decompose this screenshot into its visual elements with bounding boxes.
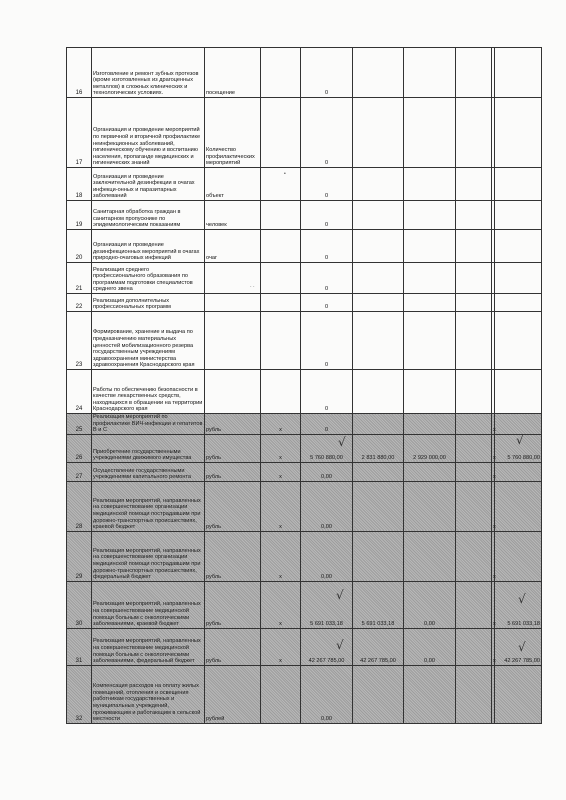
row-unit: объект (205, 168, 261, 201)
row-name: Формирование, хранение и выдача по предназначению материальных ценностей мобилизационного резерва государственным учреждениям здравоохранения министерства здравоохранения Краснодарского края (92, 312, 205, 370)
row-col7 (456, 48, 492, 98)
row-col3 (261, 48, 301, 98)
table-row (67, 201, 542, 230)
row-unit: рубль (205, 481, 261, 531)
row-unit: рубль (205, 628, 261, 665)
row-col6 (404, 294, 456, 312)
row-number: 21 (67, 263, 92, 294)
row-number: 18 (67, 168, 92, 201)
row-col5 (353, 312, 404, 370)
row-number: 26 (67, 434, 92, 462)
row-col3: x (261, 531, 301, 581)
table-row (67, 628, 542, 665)
row-col8: x (492, 481, 495, 531)
row-col7 (456, 98, 492, 168)
row-col5: 42 267 785,00 (353, 628, 404, 665)
report-table (66, 47, 542, 724)
row-unit: рубль (205, 434, 261, 462)
row-col7 (456, 531, 492, 581)
row-col3: x (261, 481, 301, 531)
row-col7 (456, 414, 492, 435)
row-name: Реализация мероприятий по профилактике ВИЧ-инфекции и гепатитов В и С (92, 414, 205, 435)
row-number: 27 (67, 462, 92, 481)
table-row (67, 230, 542, 263)
row-col3: x (261, 628, 301, 665)
table-row (67, 462, 542, 481)
row-col6 (404, 531, 456, 581)
row-col5: 2 831 880,00 (353, 434, 404, 462)
row-col8: x (492, 414, 495, 435)
row-unit (205, 294, 261, 312)
row-col4: 0 (301, 48, 353, 98)
row-col6 (404, 98, 456, 168)
check-mark-icon: √ (336, 638, 344, 652)
row-number: 17 (67, 98, 92, 168)
row-name: Изготовление и ремонт зубных протезов (кроме изготовленных из драгоценных металлов) в сложных клинических и технологических условиях. (92, 48, 205, 98)
row-col5 (353, 201, 404, 230)
row-col3: x (261, 414, 301, 435)
check-mark-icon: √ (336, 588, 344, 602)
row-name: Реализация мероприятий, направленных на совершенствование медицинской помощи больным с онкологическими заболеваниями, краевой бюджет (92, 581, 205, 628)
scan-speck: · · (250, 284, 255, 290)
row-col7 (456, 481, 492, 531)
row-col9 (495, 230, 542, 263)
row-col4: 0,00 (301, 462, 353, 481)
row-col7 (456, 230, 492, 263)
row-col8: x (492, 581, 495, 628)
row-col4: 42 267 785,00 (301, 628, 353, 665)
row-col4: 0 (301, 312, 353, 370)
row-number: 16 (67, 48, 92, 98)
row-number: 30 (67, 581, 92, 628)
row-col3 (261, 98, 301, 168)
row-col4: 0 (301, 230, 353, 263)
table-row (67, 414, 542, 435)
row-col6 (404, 48, 456, 98)
scan-speck: • (284, 171, 286, 177)
row-number: 23 (67, 312, 92, 370)
row-col6: 0,00 (404, 581, 456, 628)
row-name: Реализация мероприятий, направленных на совершенствование организации медицинской помощи пострадавшим при дорожно-транспортных происшествиях, федеральный бюджет (92, 531, 205, 581)
row-col7 (456, 201, 492, 230)
row-col7 (456, 168, 492, 201)
table-row (67, 48, 542, 98)
table-row (67, 168, 542, 201)
row-col9 (495, 312, 542, 370)
row-name: Реализация мероприятий, направленных на совершенствование организации медицинской помощи пострадавшим при дорожно-транспортных происшествиях, краевой бюджет (92, 481, 205, 531)
row-col9 (495, 294, 542, 312)
row-unit: человек (205, 201, 261, 230)
row-col6 (404, 665, 456, 723)
table-row (67, 665, 542, 723)
row-col3: x (261, 581, 301, 628)
row-unit: Количество профилактических мероприятий (205, 98, 261, 168)
row-col4: 0 (301, 263, 353, 294)
row-col6 (404, 462, 456, 481)
row-col4: 5 760 880,00 (301, 434, 353, 462)
row-col7 (456, 434, 492, 462)
row-col9 (495, 48, 542, 98)
row-col5 (353, 98, 404, 168)
row-number: 25 (67, 414, 92, 435)
row-col3 (261, 665, 301, 723)
row-unit: рубль (205, 462, 261, 481)
check-mark-icon: √ (518, 640, 526, 654)
row-col5 (353, 481, 404, 531)
row-number: 22 (67, 294, 92, 312)
row-col4: 0 (301, 168, 353, 201)
row-col4: 0 (301, 294, 353, 312)
row-col3 (261, 263, 301, 294)
row-name: Приобретение государственными учреждениями движимого имущества (92, 434, 205, 462)
row-unit (205, 370, 261, 414)
row-name: Организация и проведение мероприятий по первичной и вторичной профилактике неинфекционных заболеваний, гигиеническому обучению и воспитанию населения, пропаганде медицинских и гигиенических знаний (92, 98, 205, 168)
row-name: Реализация мероприятий, направленных на совершенствование медицинской помощи больным с онкологическими заболеваниями, федеральный бюджет (92, 628, 205, 665)
row-name: Организация и проведение заключительной дезинфекции в очагах инфекци-онных и паразитарных заболеваний (92, 168, 205, 201)
row-name: Реализация дополнительных профессиональных программ (92, 294, 205, 312)
check-mark-icon: √ (518, 592, 526, 606)
row-unit: посещение (205, 48, 261, 98)
row-name: Осуществление государственными учреждениями капитального ремонта (92, 462, 205, 481)
row-name: Реализация среднего профессионального образования по программам подготовки специалистов среднего звена (92, 263, 205, 294)
row-col4: 0 (301, 201, 353, 230)
row-col3 (261, 312, 301, 370)
row-col6 (404, 370, 456, 414)
row-col7 (456, 462, 492, 481)
row-col8: x (492, 462, 495, 481)
row-col5 (353, 263, 404, 294)
row-col6 (404, 230, 456, 263)
table-row (67, 312, 542, 370)
row-col6 (404, 312, 456, 370)
table-row (67, 263, 542, 294)
row-col4: 0,00 (301, 481, 353, 531)
row-col9 (495, 263, 542, 294)
row-col9 (495, 481, 542, 531)
row-col9: 42 267 785,00 (495, 628, 542, 665)
row-unit: очаг (205, 230, 261, 263)
row-col6 (404, 263, 456, 294)
row-col7 (456, 665, 492, 723)
row-col3 (261, 230, 301, 263)
row-unit (205, 312, 261, 370)
row-unit: рубль (205, 414, 261, 435)
row-col4: 0,00 (301, 531, 353, 581)
row-col5 (353, 665, 404, 723)
row-col4: 0 (301, 370, 353, 414)
row-col9 (495, 665, 542, 723)
row-col9 (495, 462, 542, 481)
row-col9 (495, 98, 542, 168)
table-row (67, 434, 542, 462)
table-row (67, 531, 542, 581)
row-col5: 5 691 033,18 (353, 581, 404, 628)
row-col8: x (492, 434, 495, 462)
row-name: Санитарная обработка граждан в санитарном пропускнике по эпидемиологическим показаниям (92, 201, 205, 230)
row-number: 19 (67, 201, 92, 230)
row-col5 (353, 48, 404, 98)
row-col7 (456, 312, 492, 370)
row-col9 (495, 414, 542, 435)
row-number: 24 (67, 370, 92, 414)
row-col5 (353, 414, 404, 435)
row-col5 (353, 294, 404, 312)
table-row (67, 481, 542, 531)
row-col6 (404, 201, 456, 230)
check-mark-icon: √ (338, 435, 346, 449)
table-row (67, 294, 542, 312)
row-col8: x (492, 531, 495, 581)
row-col5 (353, 230, 404, 263)
row-col5 (353, 462, 404, 481)
row-col4: 0 (301, 414, 353, 435)
row-col9: 5 760 880,00 (495, 434, 542, 462)
table-row (67, 370, 542, 414)
row-col6 (404, 481, 456, 531)
row-number: 31 (67, 628, 92, 665)
row-number: 32 (67, 665, 92, 723)
row-name: Компенсация расходов на оплату жилых помещений, отопления и освещения работникам государственных и муниципальных учреждений, проживающим и работающим в сельской местности (92, 665, 205, 723)
row-name: Работы по обеспечению безопасности в качестве лекарственных средств, находящихся в обращении на территории Краснодарского края (92, 370, 205, 414)
row-col4: 0,00 (301, 665, 353, 723)
row-col3: x (261, 462, 301, 481)
row-number: 28 (67, 481, 92, 531)
table-row (67, 98, 542, 168)
row-col9 (495, 201, 542, 230)
row-col3 (261, 201, 301, 230)
row-number: 29 (67, 531, 92, 581)
row-col3 (261, 294, 301, 312)
row-col4: 0 (301, 98, 353, 168)
row-col3 (261, 370, 301, 414)
table-row (67, 581, 542, 628)
row-name: Организация и проведение дезинфекционных мероприятий в очагах природно-очаговых инфекций (92, 230, 205, 263)
row-unit: рубль (205, 531, 261, 581)
row-col7 (456, 581, 492, 628)
row-col7 (456, 370, 492, 414)
row-col9: 5 691 033,18 (495, 581, 542, 628)
row-col5 (353, 168, 404, 201)
row-col6 (404, 414, 456, 435)
row-col6: 0,00 (404, 628, 456, 665)
check-mark-icon: √ (516, 433, 524, 447)
row-col9 (495, 370, 542, 414)
row-unit: рублей (205, 665, 261, 723)
row-col7 (456, 263, 492, 294)
row-col3: x (261, 434, 301, 462)
row-col7 (456, 294, 492, 312)
row-col9 (495, 531, 542, 581)
row-col6 (404, 168, 456, 201)
row-col6: 2 929 000,00 (404, 434, 456, 462)
row-col5 (353, 531, 404, 581)
row-unit: рубль (205, 581, 261, 628)
row-col4: 5 691 033,18 (301, 581, 353, 628)
row-col7 (456, 628, 492, 665)
row-col9 (495, 168, 542, 201)
row-col5 (353, 370, 404, 414)
row-number: 20 (67, 230, 92, 263)
row-col3 (261, 168, 301, 201)
row-col8: x (492, 628, 495, 665)
